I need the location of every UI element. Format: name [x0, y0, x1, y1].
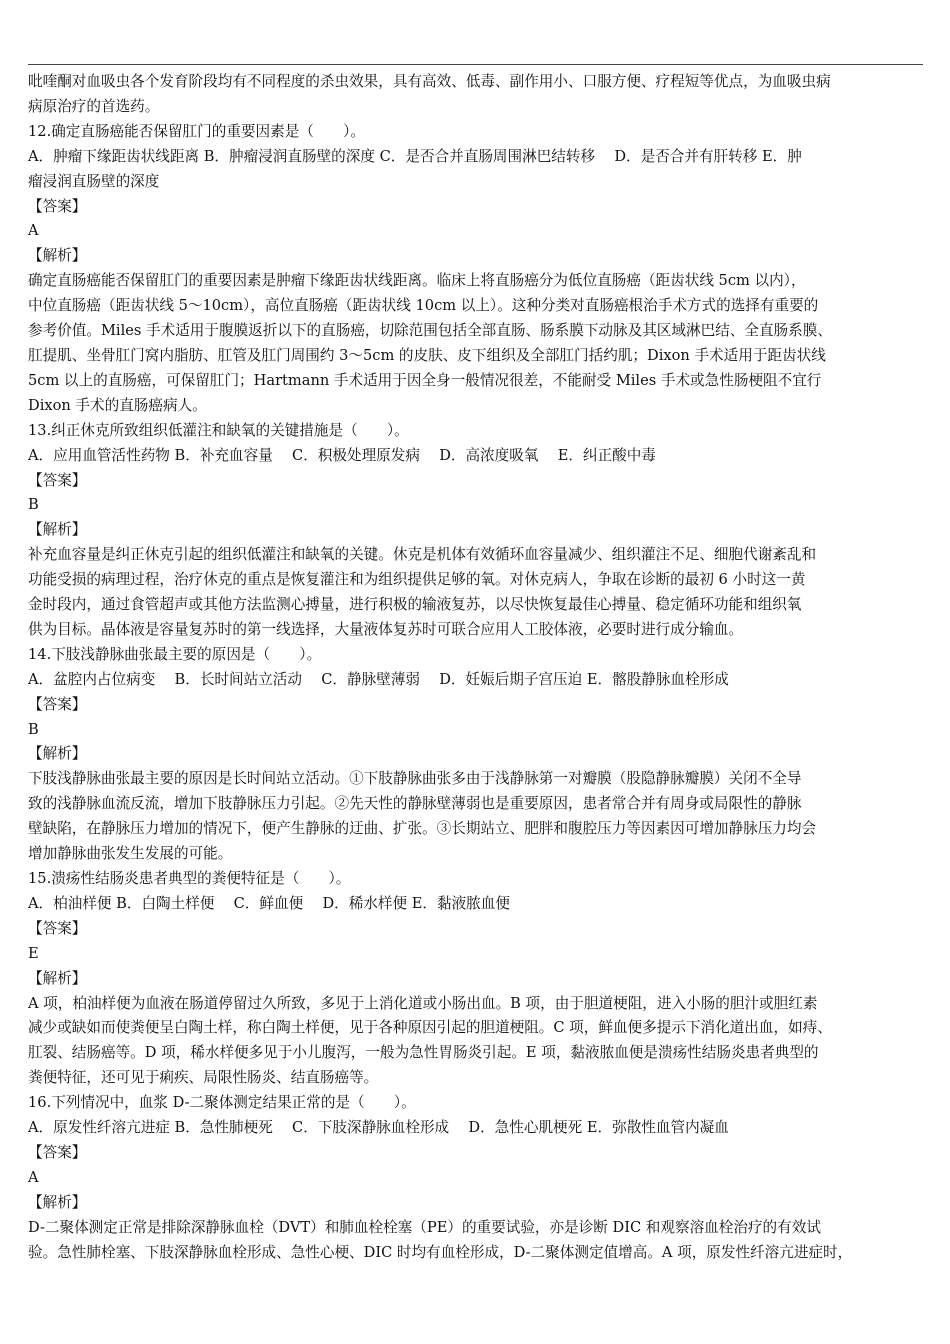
header-rule — [28, 64, 923, 65]
text-line: 16.下列情况中，血浆 D-二聚体测定结果正常的是（ ）。 — [28, 1094, 416, 1112]
text-line: 功能受损的病理过程，治疗休克的重点是恢复灌注和为组织提供足够的氧。对休克病人，争取在诊断的最初 6 小时这一黄 — [28, 571, 806, 589]
text-line: 供为目标。晶体液是容量复苏时的第一线选择，大量液体复苏时可联合应用人工胶体液，必要时进行成分输血。 — [28, 620, 744, 638]
text-line: A．应用血管活性药物 B．补充血容量 C．积极处理原发病 D．高浓度吸氧 E．纠正酸中毒 — [28, 446, 656, 464]
text-line: 12.确定直肠癌能否保留肛门的重要因素是（ ）。 — [28, 122, 365, 140]
text-line: 瘤浸润直肠壁的深度 — [28, 172, 160, 190]
text-line: 13.纠正休克所致组织低灌注和缺氧的关键措施是（ ）。 — [28, 421, 409, 439]
text-line: 吡喹酮对血吸虫各个发育阶段均有不同程度的杀虫效果，具有高效、低毒、副作用小、口服方便、疗程短等优点，为血吸虫病 — [28, 73, 831, 90]
text-line: 壁缺陷，在静脉压力增加的情况下，便产生静脉的迂曲、扩张。③长期站立、肥胖和腹腔压力等因素因可增加静脉压力均会 — [28, 820, 817, 838]
text-line: 【答案】 — [28, 695, 87, 713]
text-line: 【答案】 — [28, 197, 87, 215]
text-line: 验。急性肺栓塞、下肢深静脉血栓形成、急性心梗、DIC 时均有血栓形成，D-二聚体测定值增高。A 项，原发性纤溶亢进症时， — [28, 1243, 853, 1261]
text-line: 中位直肠癌（距齿状线 5～10cm），高位直肠癌（距齿状线 10cm 以上）。这种分类对直肠癌根治手术方式的选择有重要的 — [28, 297, 819, 315]
document-body — [28, 70, 924, 1266]
text-line: A．盆腔内占位病变 B．长时间站立活动 C．静脉壁薄弱 D．妊娠后期子宫压迫 E．髂股静脉血栓形成 — [28, 670, 729, 688]
text-line: 减少或缺如而使粪便呈白陶土样，称白陶土样便，见于各种原因引起的胆道梗阻。C 项，鲜血便多提示下消化道出血，如痔、 — [28, 1019, 832, 1037]
text-line: A 项，柏油样便为血液在肠道停留过久所致，多见于上消化道或小肠出血。B 项，由于胆道梗阻，进入小肠的胆汁或胆红素 — [28, 994, 818, 1012]
text-line: 15.溃疡性结肠炎患者典型的粪便特征是（ ）。 — [28, 870, 351, 887]
text-line: 致的浅静脉血流反流，增加下肢静脉压力引起。②先天性的静脉壁薄弱也是重要原因，患者常合并有周身或局限性的静脉 — [28, 795, 802, 813]
text-line: A．柏油样便 B．白陶土样便 C．鲜血便 D．稀水样便 E．黏液脓血便 — [28, 894, 510, 912]
text-line: 【解析】 — [28, 247, 87, 265]
text-line: 肛提肌、坐骨肛门窝内脂肪、肛管及肛门周围约 3～5cm 的皮肤、皮下组织及全部肛门括约肌；Dixon 手术适用于距齿状线 — [28, 346, 826, 364]
text-line: 下肢浅静脉曲张最主要的原因是长时间站立活动。①下肢静脉曲张多由于浅静脉第一对瓣膜（股隐静脉瓣膜）关闭不全导 — [28, 770, 802, 788]
text-line: A．原发性纤溶亢进症 B．急性肺梗死 C．下肢深静脉血栓形成 D．急性心肌梗死 E．弥散性血管内凝血 — [28, 1119, 729, 1137]
text-line: 【解析】 — [28, 969, 87, 987]
text-line: 5cm 以上的直肠癌，可保留肛门；Hartmann 手术适用于因全身一般情况很差，不能耐受 Miles 手术或急性肠梗阻不宜行 — [28, 371, 822, 389]
text-line: 14.下肢浅静脉曲张最主要的原因是（ ）。 — [28, 645, 322, 663]
text-line: A．肿瘤下缘距齿状线距离 B．肿瘤浸润直肠壁的深度 C．是否合并直肠周围淋巴结转移 D．是否合并有肝转移 E．肿 — [28, 147, 802, 165]
text-line: 增加静脉曲张发生发展的可能。 — [28, 845, 233, 863]
text-line: 病原治疗的首选药。 — [28, 97, 160, 115]
text-line: A — [28, 222, 39, 240]
text-line: A — [28, 1168, 39, 1186]
text-line: 确定直肠癌能否保留肛门的重要因素是肿瘤下缘距齿状线距离。临床上将直肠癌分为低位直肠癌（距齿状线 5cm 以内）， — [28, 272, 806, 290]
text-line: 【答案】 — [28, 471, 87, 489]
text-line: 参考价值。Miles 手术适用于腹膜返折以下的直肠癌，切除范围包括全部直肠、肠系膜下动脉及其区域淋巴结、全直肠系膜、 — [28, 322, 832, 340]
text-line: 补充血容量是纠正休克引起的组织低灌注和缺氧的关键。休克是机体有效循环血容量减少、组织灌注不足、细胞代谢紊乱和 — [28, 546, 817, 564]
text-line: 【解析】 — [28, 521, 87, 539]
text-line: 【解析】 — [28, 1193, 87, 1211]
text-line: 肛裂、结肠癌等。D 项，稀水样便多见于小儿腹泻，一般为急性胃肠炎引起。E 项，黏液脓血便是溃疡性结肠炎患者典型的 — [28, 1044, 819, 1062]
text-line: 【答案】 — [28, 1143, 87, 1161]
text-line: 【答案】 — [28, 919, 87, 937]
text-line: E — [28, 944, 39, 962]
text-line: D-二聚体测定正常是排除深静脉血栓（DVT）和肺血栓栓塞（PE）的重要试验，亦是诊断 DIC 和观察溶血栓治疗的有效试 — [28, 1218, 821, 1236]
text-line: 【解析】 — [28, 745, 87, 763]
text-line: B — [28, 720, 39, 738]
text-line: 金时段内，通过食管超声或其他方法监测心搏量，进行积极的输液复苏，以尽快恢复最佳心搏量、稳定循环功能和组织氧 — [28, 596, 802, 614]
text-line: Dixon 手术的直肠癌病人。 — [28, 396, 207, 414]
text-line: 粪便特征，还可见于痢疾、局限性肠炎、结直肠癌等。 — [28, 1069, 379, 1087]
text-line: B — [28, 496, 39, 514]
